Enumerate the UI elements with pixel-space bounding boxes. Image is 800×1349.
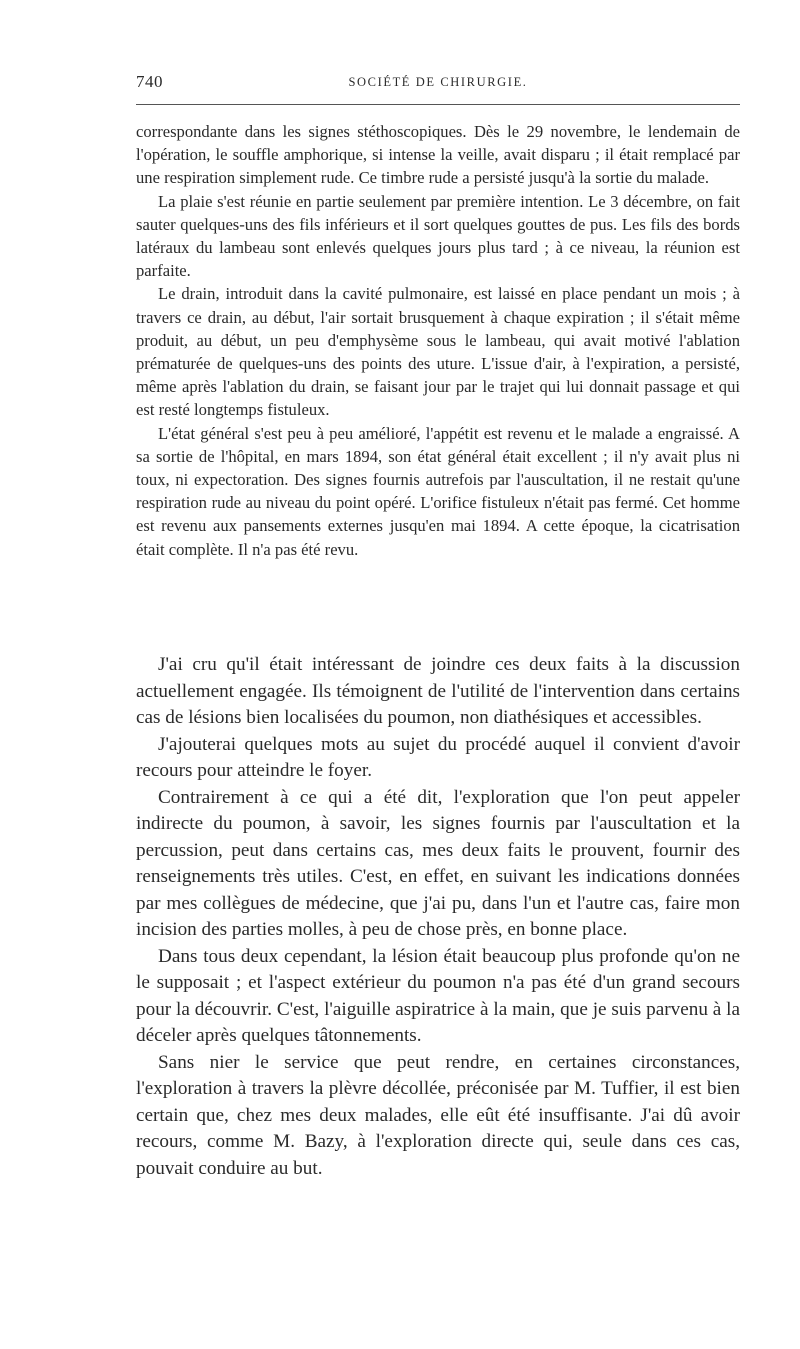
observation-text (136, 120, 740, 561)
observation-paragraph: L'état général s'est peu à peu amélioré, l'appétit est revenu et le malade a engraissé. A sa sortie de l'hôpital, en mars 1894, son état général était excellent ; il n'y avait plus ni toux, ni expectoration. Des signes fournis autrefois par l'auscultation, il ne restait qu'une respiration rude au niveau du point opéré. L'orifice fistuleux n'était pas fermé. Cet homme est revenu aux pansements externes jusqu'en mai 1894. A cette époque, la cicatrisation était complète. Il n'a pas été revu. (136, 423, 740, 559)
discussion-paragraph: Contrairement à ce qui a été dit, l'exploration que l'on peut appeler indirecte du poumon, à savoir, les signes fournis par l'auscultation et la percussion, peut dans certains cas, mes deux faits le prouvent, fournir des renseignements très utiles. C'est, en effet, en suivant les indications données par mes collègues de médecine, que j'ai pu, dans l'un et l'autre cas, faire mon incision des parties molles, à peu de chose près, en bonne place. (136, 786, 740, 940)
discussion-paragraph: J'ai cru qu'il était intéressant de joindre ces deux faits à la discussion actuellement engagée. Ils témoignent de l'utilité de l'intervention dans certains cas de lésions bien localisées du poumon, non diathésiques et accessibles. (136, 654, 740, 728)
header-rule (136, 104, 740, 105)
observation-paragraph: La plaie s'est réunie en partie seulement par première intention. Le 3 décembre, on fait sauter quelques-uns des fils inférieurs et il sort quelques gouttes de pus. Les fils des bords latéraux du lambeau sont enlevés quelques jours plus tard ; à ce niveau, la réunion est parfaite. (136, 191, 740, 281)
discussion-text (136, 652, 740, 1182)
discussion-paragraph: Sans nier le service que peut rendre, en certaines circonstances, l'exploration à travers la plèvre décollée, préconisée par M. Tuffier, il est bien certain que, chez mes deux malades, elle eût été insuffisante. J'ai dû avoir recours, comme M. Bazy, à l'exploration directe qui, seule dans ces cas, pouvait conduire au but. (136, 1051, 740, 1179)
observation-paragraph: Le drain, introduit dans la cavité pulmonaire, est laissé en place pendant un mois ; à travers ce drain, au début, l'air sortait brusquement à chaque expiration ; il s'était même produit, au début, un peu d'emphysème sous le lambeau, qui avait motivé l'ablation prématurée de quelques-uns des points des uture. L'issue d'air, à l'expiration, a persisté, même après l'ablation du drain, se faisant jour par le trajet qui lui donnait passage et qui est resté longtemps fistuleux. (136, 284, 740, 420)
page-number: 740 (136, 72, 163, 91)
discussion-paragraph: Dans tous deux cependant, la lésion était beaucoup plus profonde qu'on ne le supposait ; et l'aspect extérieur du poumon n'a pas été d'un grand secours pour la découvrir. C'est, l'aiguille aspiratrice à la main, que je suis parvenu à la déceler après quelques tâtonnements. (136, 945, 740, 1046)
running-title: SOCIÉTÉ DE CHIRURGIE. (348, 75, 528, 89)
discussion-paragraph: J'ajouterai quelques mots au sujet du procédé auquel il convient d'avoir recours pour atteindre le foyer. (136, 733, 740, 781)
page-header (136, 72, 740, 100)
observation-paragraph: correspondante dans les signes stéthoscopiques. Dès le 29 novembre, le lendemain de l'opération, le souffle amphorique, si intense la veille, avait disparu ; il était remplacé par une respiration simplement rude. Ce timbre rude a persisté jusqu'à la sortie du malade. (136, 122, 740, 188)
